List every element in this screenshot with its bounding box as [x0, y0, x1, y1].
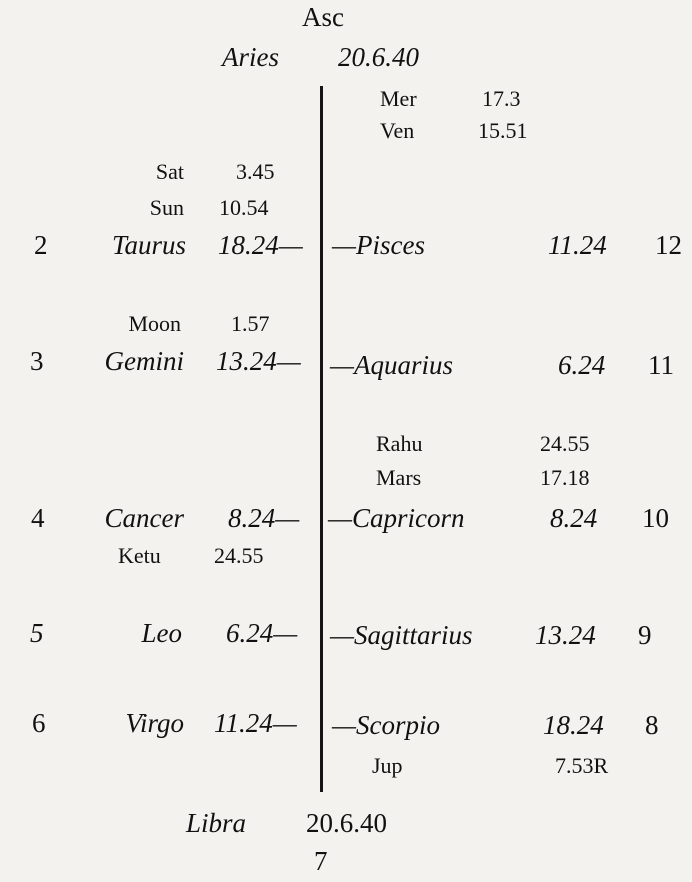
house-5-degree: 6.24— [226, 618, 298, 648]
planet-sun-name: Sun [149, 195, 184, 220]
desc-sign: Libra [186, 808, 247, 838]
planet-ven-value: 15.51 [478, 118, 528, 143]
planet-ven-name: Ven [380, 118, 415, 143]
asc-label: Asc [302, 2, 344, 32]
house-3-degree: 13.24— [216, 346, 301, 376]
house-9-sign: —Sagittarius [330, 620, 473, 650]
house-5-sign: Leo [141, 618, 182, 648]
house-11-number: 11 [648, 350, 674, 380]
planet-jup-name: Jup [372, 753, 403, 778]
house-2-degree: 18.24— [218, 230, 303, 260]
house-9-number: 9 [638, 620, 652, 650]
house-8-sign: —Scorpio [332, 710, 440, 740]
planet-sun-value: 10.54 [219, 195, 269, 220]
planet-rahu-value: 24.55 [540, 431, 590, 456]
house-8-degree: 18.24 [543, 710, 604, 740]
planet-mars-value: 17.18 [540, 465, 590, 490]
planet-jup-value: 7.53R [555, 753, 609, 778]
house-4-number: 4 [31, 503, 45, 533]
house-2-sign: Taurus [111, 230, 186, 260]
house-12-number: 12 [655, 230, 682, 260]
planet-mars-name: Mars [376, 465, 422, 490]
planet-rahu-name: Rahu [376, 431, 423, 456]
central-axis-line [320, 86, 323, 792]
house-10-sign: —Capricorn [328, 503, 465, 533]
house-11-degree: 6.24 [558, 350, 606, 380]
house-6-sign: Virgo [125, 708, 184, 738]
planet-moon-name: Moon [128, 311, 181, 336]
house-11-sign: —Aquarius [330, 350, 454, 380]
house-5-number: 5 [30, 618, 44, 648]
house-6-degree: 11.24— [214, 708, 297, 738]
house-6-number: 6 [32, 708, 46, 738]
house-10-degree: 8.24 [550, 503, 598, 533]
planet-mer-name: Mer [380, 86, 417, 111]
house-3-number: 3 [30, 346, 44, 376]
planet-sat-value: 3.45 [236, 159, 275, 184]
house-4-degree: 8.24— [228, 503, 300, 533]
asc-sign: Aries [222, 42, 279, 72]
house-2-number: 2 [34, 230, 48, 260]
house-3-sign: Gemini [104, 346, 184, 376]
planet-ketu-name: Ketu [118, 543, 161, 568]
house-4-sign: Cancer [104, 503, 184, 533]
planet-mer-value: 17.3 [482, 86, 521, 111]
house-8-number: 8 [645, 710, 659, 740]
planet-sat-name: Sat [155, 159, 184, 184]
asc-degree: 20.6.40 [338, 42, 419, 72]
house-12-sign: —Pisces [332, 230, 425, 260]
house-12-degree: 11.24 [548, 230, 607, 260]
house-9-degree: 13.24 [535, 620, 596, 650]
desc-house-number: 7 [314, 846, 328, 876]
planet-ketu-value: 24.55 [214, 543, 264, 568]
planet-moon-value: 1.57 [231, 311, 270, 336]
desc-degree: 20.6.40 [306, 808, 387, 838]
house-10-number: 10 [642, 503, 669, 533]
